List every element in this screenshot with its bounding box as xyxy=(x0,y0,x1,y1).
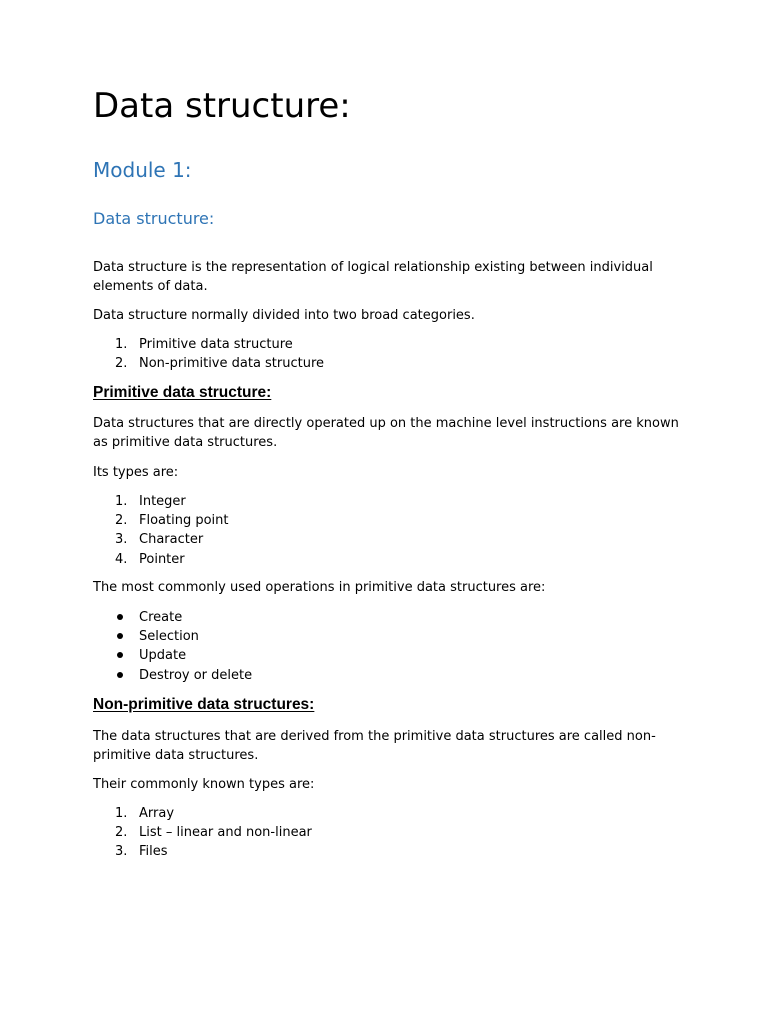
bullet-icon xyxy=(117,652,123,658)
list-item-text: Floating point xyxy=(139,513,229,529)
list-number: 2. xyxy=(115,356,128,372)
list-number: 4. xyxy=(115,551,128,567)
list-item-text: Destroy or delete xyxy=(139,667,253,683)
non-primitive-heading: Non-primitive data structures: xyxy=(93,696,315,713)
list-item-text: Array xyxy=(139,806,175,821)
list-item xyxy=(93,550,229,569)
list-number: 1. xyxy=(115,337,128,352)
list-item-text: Pointer xyxy=(139,551,185,567)
list-item xyxy=(93,511,229,530)
list-item-text: List – linear and non-linear xyxy=(139,825,312,841)
list-item xyxy=(93,530,229,549)
list-number: 3. xyxy=(115,844,128,860)
list-item-text: Character xyxy=(139,532,204,548)
list-item-text: Selection xyxy=(139,629,199,645)
list-item-text: Non-primitive data structure xyxy=(139,356,325,372)
list-item xyxy=(93,335,324,354)
list-number: 2. xyxy=(115,513,128,529)
list-item xyxy=(93,842,312,861)
list-item xyxy=(93,608,252,627)
list-item xyxy=(93,492,229,511)
primitive-types-intro: Its types are: xyxy=(93,465,179,480)
non-primitive-definition: The data structures that are derived from the primitive data structures are called non-primitive data structures. xyxy=(93,729,656,763)
list-number: 2. xyxy=(115,825,128,841)
subheading: Data structure: xyxy=(93,209,215,228)
intro-paragraph: Data structure is the representation of logical relationship existing between individual elements of data. xyxy=(93,260,653,294)
non-primitive-types-intro: Their commonly known types are: xyxy=(93,777,315,792)
list-item-text: Update xyxy=(139,648,187,664)
list-item-text: Primitive data structure xyxy=(139,337,293,352)
primitive-operations-intro: The most commonly used operations in primitive data structures are: xyxy=(93,580,546,595)
list-number: 1. xyxy=(115,806,128,821)
list-number: 3. xyxy=(115,532,128,548)
non-primitive-types-list xyxy=(93,804,312,862)
list-item xyxy=(93,646,252,665)
categories-intro: Data structure normally divided into two broad categories. xyxy=(93,308,475,323)
list-item xyxy=(93,804,312,823)
primitive-operations-list xyxy=(93,608,252,685)
list-item xyxy=(93,627,252,646)
list-item-text: Create xyxy=(139,610,183,625)
bullet-icon xyxy=(117,633,123,639)
primitive-definition: Data structures that are directly operated up on the machine level instructions are known as primitive data structures. xyxy=(93,416,679,450)
list-item xyxy=(93,666,252,685)
list-item xyxy=(93,823,312,842)
list-item-text: Files xyxy=(139,844,168,860)
categories-list xyxy=(93,335,324,373)
module-heading: Module 1: xyxy=(93,158,192,182)
bullet-icon xyxy=(117,614,123,620)
primitive-heading: Primitive data structure: xyxy=(93,384,272,401)
list-item xyxy=(93,354,324,373)
document-title: Data structure: xyxy=(93,86,351,126)
list-number: 1. xyxy=(115,494,128,509)
list-item-text: Integer xyxy=(139,494,186,509)
bullet-icon xyxy=(117,672,123,678)
primitive-types-list xyxy=(93,492,229,569)
